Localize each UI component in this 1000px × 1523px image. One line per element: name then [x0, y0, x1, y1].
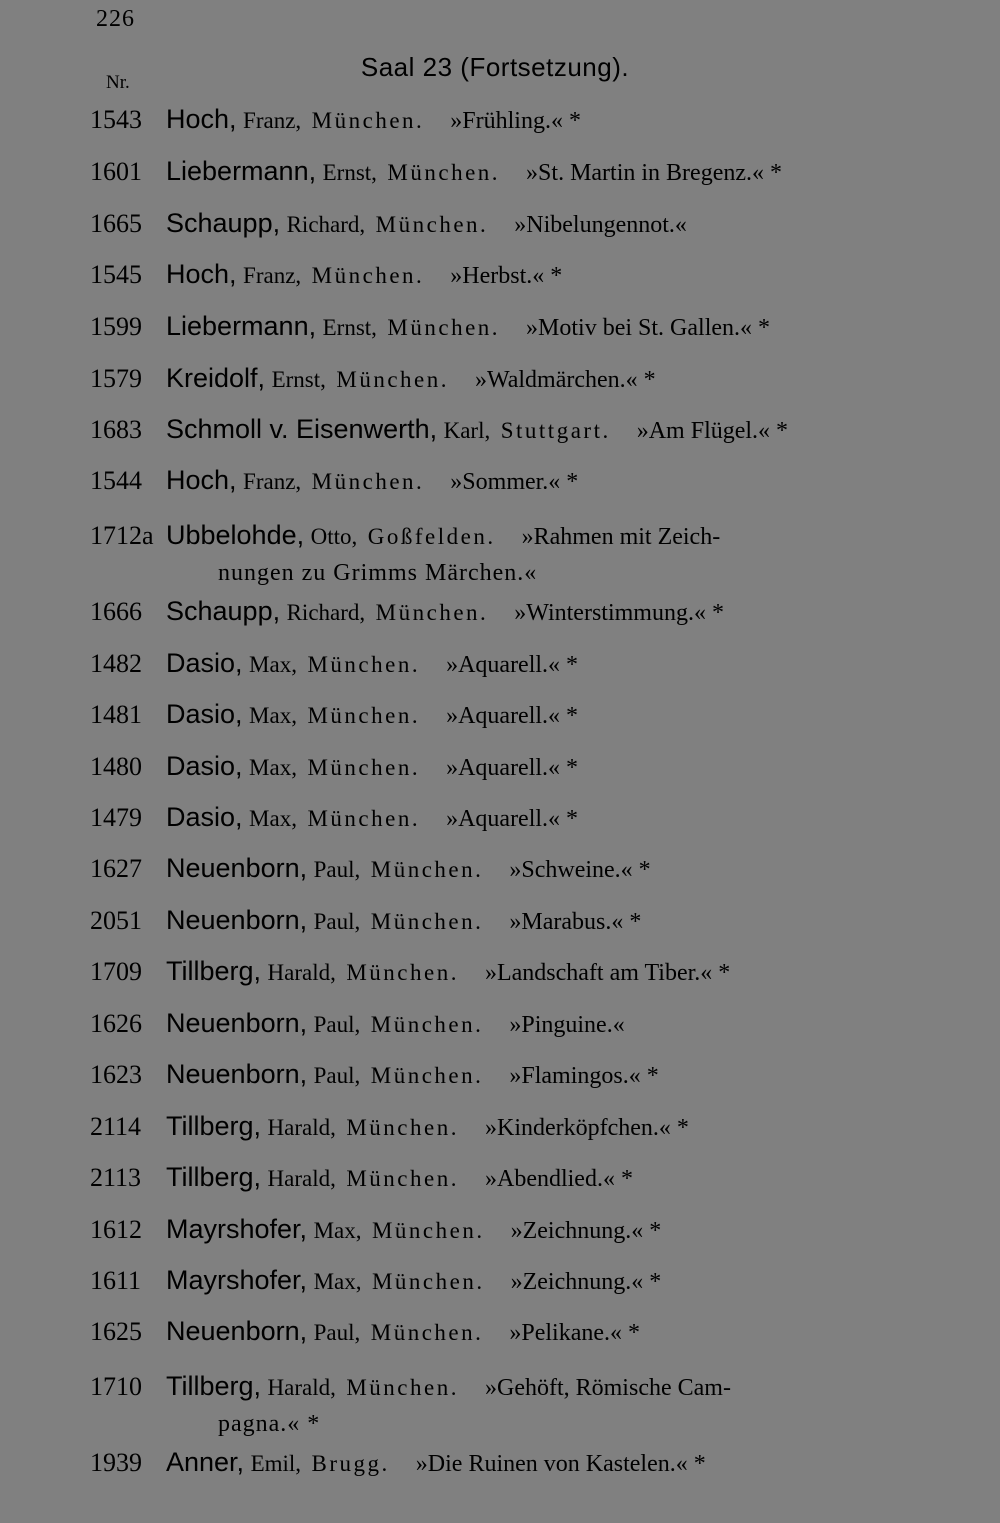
artwork-title: »Aquarell.« * — [446, 652, 579, 678]
artist-city: Brugg. — [311, 1451, 390, 1476]
catalog-entry — [90, 802, 900, 833]
artist-first-name: Richard, — [286, 600, 366, 625]
catalog-entry — [90, 156, 900, 187]
artist-city: München. — [307, 755, 421, 780]
title-continuation: nungen zu Grimms Märchen.« — [218, 560, 538, 586]
entry-number: 1666 — [90, 597, 142, 626]
artist-surname: Mayrshofer, — [166, 1265, 308, 1295]
artwork-title: »Landschaft am Tiber.« * — [484, 960, 731, 986]
artist-city: München. — [370, 1012, 484, 1037]
catalog-entry — [90, 1111, 900, 1142]
catalog-entry — [90, 414, 900, 445]
artist-surname: Neuenborn, — [166, 1008, 308, 1038]
artist-first-name: Harald, — [267, 1166, 336, 1191]
catalog-entry — [90, 1008, 900, 1039]
artwork-title: »Kinderköpfchen.« * — [484, 1115, 689, 1141]
artist-surname: Neuenborn, — [166, 1059, 308, 1089]
artist-first-name: Ernst, — [322, 160, 377, 185]
catalog-entry — [90, 648, 900, 679]
artwork-title: »Zeichnung.« * — [510, 1269, 662, 1295]
artist-surname: Tillberg, — [166, 1162, 262, 1192]
artist-first-name: Paul, — [313, 1012, 361, 1037]
artwork-title: »Marabus.« * — [509, 909, 642, 935]
artist-city: München. — [346, 960, 459, 985]
artist-first-name: Richard, — [286, 212, 366, 237]
entry-number: 1479 — [90, 803, 142, 832]
artwork-title: »St. Martin in Bregenz.« * — [526, 160, 783, 186]
artist-city: München. — [370, 909, 484, 934]
artist-first-name: Max, — [249, 703, 297, 728]
entry-number: 1939 — [90, 1448, 142, 1477]
page-heading: Saal 23 (Fortsetzung). — [360, 52, 630, 82]
artist-first-name: Paul, — [313, 1320, 361, 1345]
artist-first-name: Max, — [249, 652, 297, 677]
catalog-entry — [90, 104, 900, 135]
artist-first-name: Ernst, — [322, 315, 377, 340]
artist-first-name: Max, — [249, 755, 297, 780]
artist-city: München. — [375, 212, 489, 237]
entry-number: 1665 — [90, 209, 142, 238]
artist-first-name: Franz, — [243, 469, 302, 494]
entry-number: 1579 — [90, 364, 142, 393]
entry-number: 1482 — [90, 649, 142, 678]
artist-city: München. — [370, 857, 484, 882]
artwork-title: »Aquarell.« * — [446, 703, 579, 729]
entry-number: 1481 — [90, 700, 142, 729]
artist-first-name: Franz, — [243, 263, 302, 288]
entry-number: 1543 — [90, 105, 142, 134]
artwork-title: »Am Flügel.« * — [636, 418, 789, 444]
artwork-title: »Rahmen mit Zeich- — [521, 524, 721, 550]
catalog-entry — [90, 311, 900, 342]
artist-surname: Mayrshofer, — [166, 1214, 308, 1244]
artwork-title: »Schweine.« * — [509, 857, 651, 883]
nr-column-label: Nr. — [106, 72, 130, 93]
artwork-title: »Die Ruinen von Kastelen.« * — [415, 1451, 706, 1477]
artist-surname: Neuenborn, — [166, 905, 308, 935]
artist-city: München. — [346, 1375, 459, 1400]
artist-first-name: Max, — [249, 806, 297, 831]
catalog-entry — [90, 1316, 900, 1347]
entry-number: 2051 — [90, 906, 142, 935]
catalog-entry — [90, 1059, 900, 1090]
artist-surname: Hoch, — [166, 465, 237, 495]
catalog-entry — [90, 465, 900, 496]
artist-city: München. — [370, 1320, 484, 1345]
artwork-title: »Aquarell.« * — [446, 755, 579, 781]
artist-surname: Dasio, — [166, 648, 243, 678]
artist-surname: Neuenborn, — [166, 1316, 308, 1346]
artist-first-name: Harald, — [267, 1375, 336, 1400]
artwork-title: »Nibelungennot.« — [514, 212, 687, 238]
artist-first-name: Max, — [313, 1218, 362, 1243]
artwork-title: »Herbst.« * — [450, 263, 563, 289]
catalog-entry — [90, 1265, 900, 1296]
artist-city: München. — [371, 1269, 485, 1294]
artist-first-name: Paul, — [313, 1063, 361, 1088]
artist-city: München. — [311, 263, 425, 288]
artwork-title: »Zeichnung.« * — [510, 1218, 662, 1244]
artist-city: München. — [387, 315, 501, 340]
artist-surname: Tillberg, — [166, 1111, 262, 1141]
entry-number: 1709 — [90, 957, 142, 986]
artist-surname: Ubbelohde, — [166, 520, 305, 550]
artist-city: München. — [336, 367, 449, 392]
artist-city: München. — [375, 600, 489, 625]
entry-number: 1625 — [90, 1317, 142, 1346]
artist-first-name: Max, — [313, 1269, 362, 1294]
artist-surname: Dasio, — [166, 699, 243, 729]
artist-surname: Kreidolf, — [166, 363, 266, 393]
artwork-title: »Abendlied.« * — [484, 1166, 633, 1192]
artwork-title: »Pelikane.« * — [509, 1320, 641, 1346]
artist-surname: Hoch, — [166, 259, 237, 289]
title-continuation: pagna.« * — [218, 1411, 321, 1437]
entry-number: 2113 — [90, 1163, 142, 1192]
catalog-entry — [90, 1447, 900, 1478]
entry-number: 1599 — [90, 312, 142, 341]
artist-surname: Schaupp, — [166, 208, 281, 238]
entry-number: 1627 — [90, 854, 142, 883]
catalog-entry — [90, 596, 900, 627]
artist-city: München. — [346, 1166, 459, 1191]
artwork-title: »Waldmärchen.« * — [475, 367, 656, 393]
artist-first-name: Karl, — [443, 418, 491, 443]
catalog-entry — [90, 259, 900, 290]
artist-city: München. — [307, 652, 421, 677]
artwork-title: »Pinguine.« — [509, 1012, 625, 1038]
entry-number: 1712a — [90, 521, 154, 550]
artist-surname: Liebermann, — [166, 156, 317, 186]
catalog-entry — [90, 1214, 900, 1245]
artist-first-name: Franz, — [243, 108, 302, 133]
catalog-entry — [90, 853, 900, 884]
catalog-entry — [90, 956, 900, 987]
artist-surname: Tillberg, — [166, 956, 262, 986]
artist-surname: Anner, — [166, 1447, 245, 1477]
artist-city: München. — [387, 160, 501, 185]
artist-first-name: Emil, — [250, 1451, 302, 1476]
artist-city: München. — [311, 108, 425, 133]
artist-surname: Dasio, — [166, 802, 243, 832]
catalog-entry — [90, 905, 900, 936]
entry-number: 1683 — [90, 415, 142, 444]
artist-city: München. — [307, 806, 421, 831]
artist-surname: Schmoll v. Eisenwerth, — [166, 414, 438, 444]
entry-number: 1710 — [90, 1372, 142, 1401]
entry-number: 1544 — [90, 466, 142, 495]
artist-city: München. — [370, 1063, 484, 1088]
artist-city: München. — [371, 1218, 485, 1243]
artwork-title: »Sommer.« * — [450, 469, 579, 495]
catalog-entry — [90, 699, 900, 730]
artwork-title: »Winterstimmung.« * — [514, 600, 724, 626]
artist-surname: Schaupp, — [166, 596, 281, 626]
artist-first-name: Otto, — [310, 524, 358, 549]
artwork-title: »Frühling.« * — [450, 108, 581, 134]
entry-number: 1480 — [90, 752, 142, 781]
artwork-title: »Aquarell.« * — [446, 806, 579, 832]
artist-surname: Hoch, — [166, 104, 237, 134]
artist-first-name: Harald, — [267, 960, 336, 985]
artwork-title: »Gehöft, Römische Cam- — [484, 1375, 731, 1401]
artwork-title: »Motiv bei St. Gallen.« * — [526, 315, 771, 341]
artist-first-name: Harald, — [267, 1115, 336, 1140]
artist-surname: Dasio, — [166, 751, 243, 781]
artist-city: Goßfelden. — [367, 524, 496, 549]
artist-city: München. — [307, 703, 421, 728]
artwork-title: »Flamingos.« * — [509, 1063, 659, 1089]
entry-number: 1545 — [90, 260, 142, 289]
artist-surname: Tillberg, — [166, 1371, 262, 1401]
catalog-entry — [90, 751, 900, 782]
artist-first-name: Ernst, — [271, 367, 326, 392]
entry-number: 2114 — [90, 1112, 142, 1141]
catalog-entry — [90, 208, 900, 239]
artist-first-name: Paul, — [313, 909, 361, 934]
artist-surname: Liebermann, — [166, 311, 317, 341]
artist-city: Stuttgart. — [500, 418, 611, 443]
catalog-entry — [90, 1162, 900, 1193]
entry-number: 1623 — [90, 1060, 142, 1089]
entry-number: 1611 — [90, 1266, 142, 1295]
entry-number: 1612 — [90, 1215, 142, 1244]
entry-number: 1601 — [90, 157, 142, 186]
entry-number: 1626 — [90, 1009, 142, 1038]
catalog-entry — [90, 1368, 900, 1442]
catalog-entry — [90, 517, 900, 591]
artist-city: München. — [311, 469, 425, 494]
page-number: 226 — [96, 6, 135, 32]
artist-first-name: Paul, — [313, 857, 361, 882]
artist-surname: Neuenborn, — [166, 853, 308, 883]
artist-city: München. — [346, 1115, 459, 1140]
catalog-entry — [90, 363, 900, 394]
